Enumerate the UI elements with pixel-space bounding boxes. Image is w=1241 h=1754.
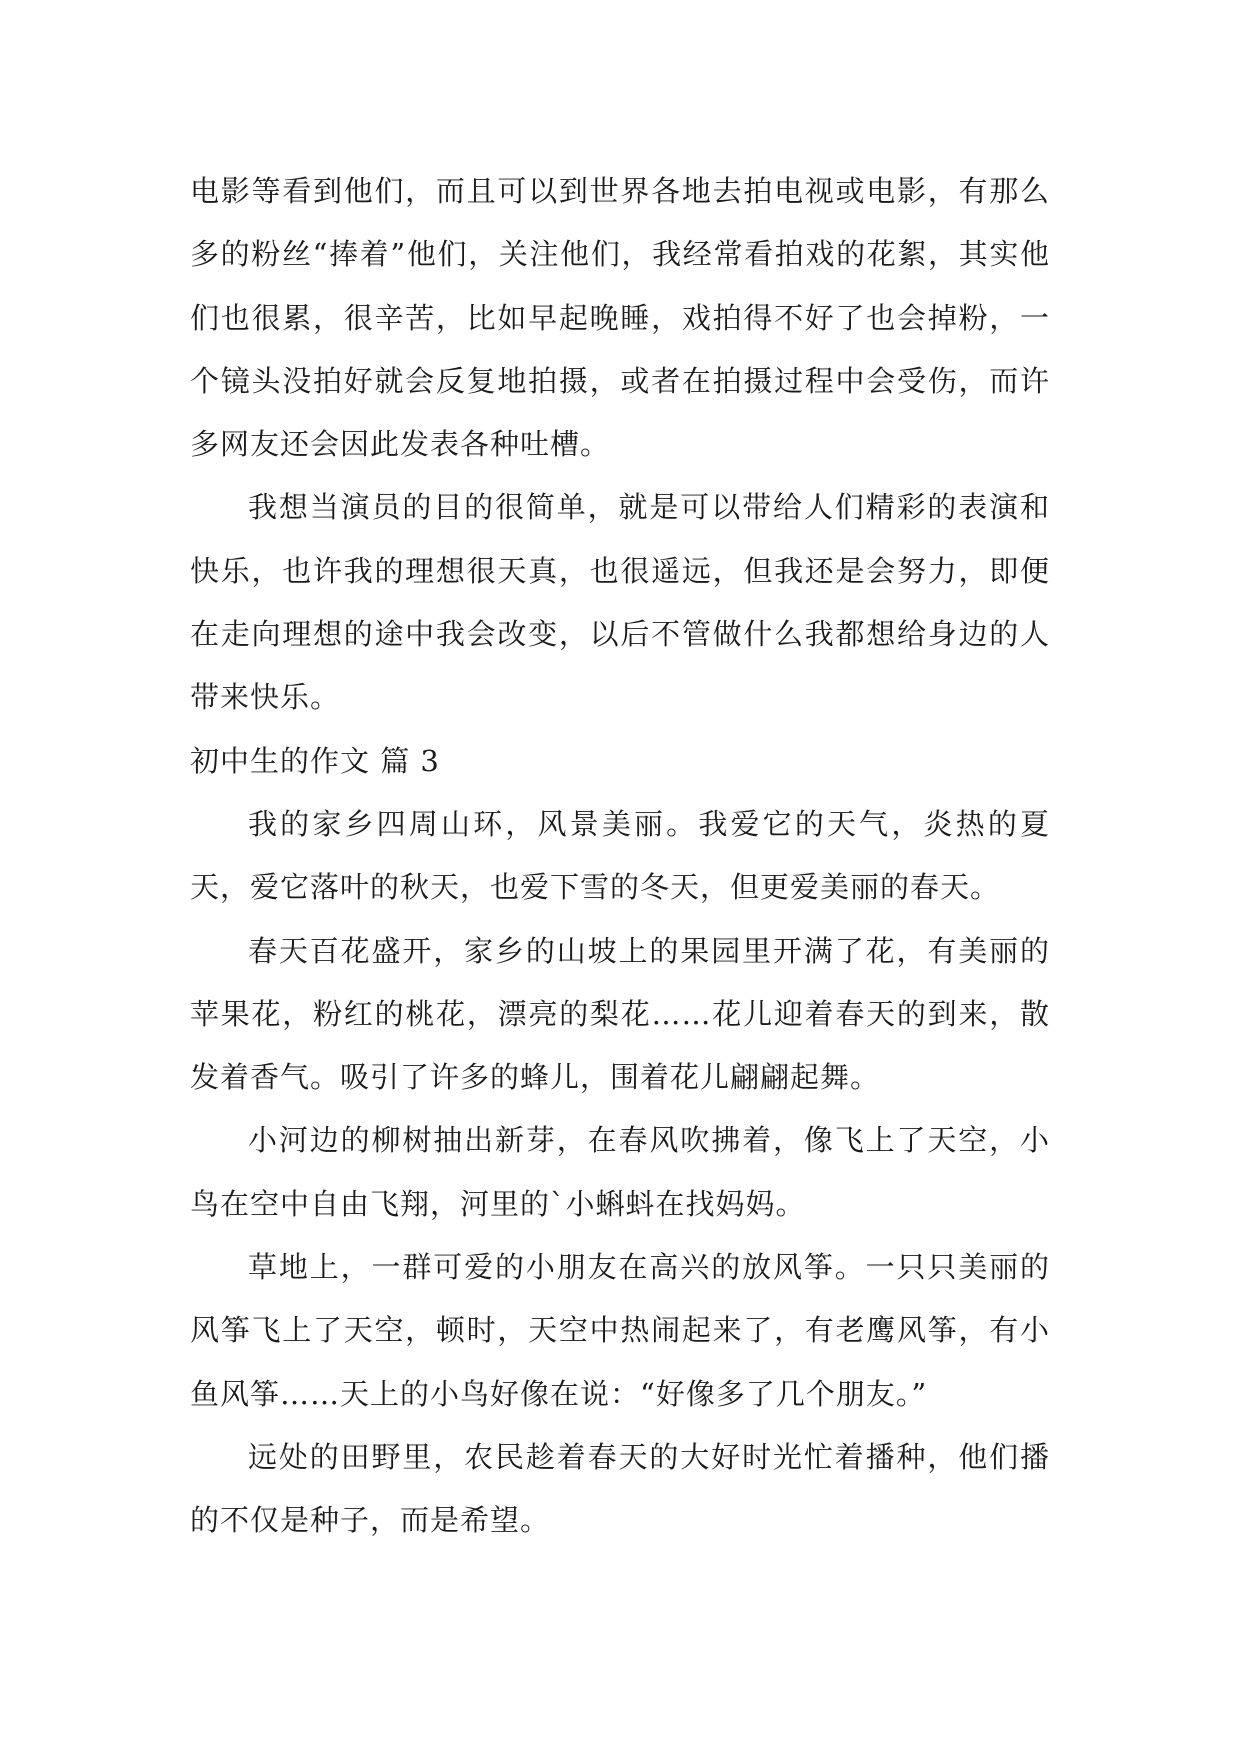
paragraph-fields: 远处的田野里，农民趁着春天的大好时光忙着播种，他们播的不仅是种子，而是希望。 (190, 1439, 1050, 1538)
section-heading: 初中生的作文 篇 3 (190, 743, 440, 778)
paragraph-actor-goal: 我想当演员的目的很简单，就是可以带给人们精彩的表演和快乐，也许我的理想很天真，也很遥远，但我还是会努力，即便在走向理想的途中我会改变，以后不管做什么我都想给身边的人带来快乐。 (190, 490, 1050, 715)
paragraph-flowers: 春天百花盛开，家乡的山坡上的果园里开满了花，有美丽的苹果花，粉红的桃花，漂亮的梨花……花儿迎着春天的到来，散发着香气。吸引了许多的蜂儿，围着花儿翩翩起舞。 (190, 933, 1050, 1095)
paragraph-continued: 电影等看到他们，而且可以到世界各地去拍电视或电影，有那么多的粉丝“捧着”他们，关注他们，我经常看拍戏的花絮，其实他们也很累，很辛苦，比如早起晚睡，戏拍得不好了也会掉粉，一个镜头没拍好就会反复地拍摄，或者在拍摄过程中会受伤，而许多网友还会因此发表各种吐槽。 (190, 174, 1050, 462)
document-body (190, 160, 1050, 1553)
paragraph-willows: 小河边的柳树抽出新芽，在春风吹拂着，像飞上了天空，小鸟在空中自由飞翔，河里的`小蝌蚪在找妈妈。 (190, 1123, 1050, 1221)
paragraph-kites: 草地上，一群可爱的小朋友在高兴的放风筝。一只只美丽的风筝飞上了天空，顿时，天空中热闹起来了，有老鹰风筝，有小鱼风筝……天上的小鸟好像在说：“好像多了几个朋友。” (190, 1250, 1050, 1411)
paragraph-hometown: 我的家乡四周山环，风景美丽。我爱它的天气，炎热的夏天，爱它落叶的秋天，也爱下雪的冬天，但更爱美丽的春天。 (190, 806, 1050, 905)
